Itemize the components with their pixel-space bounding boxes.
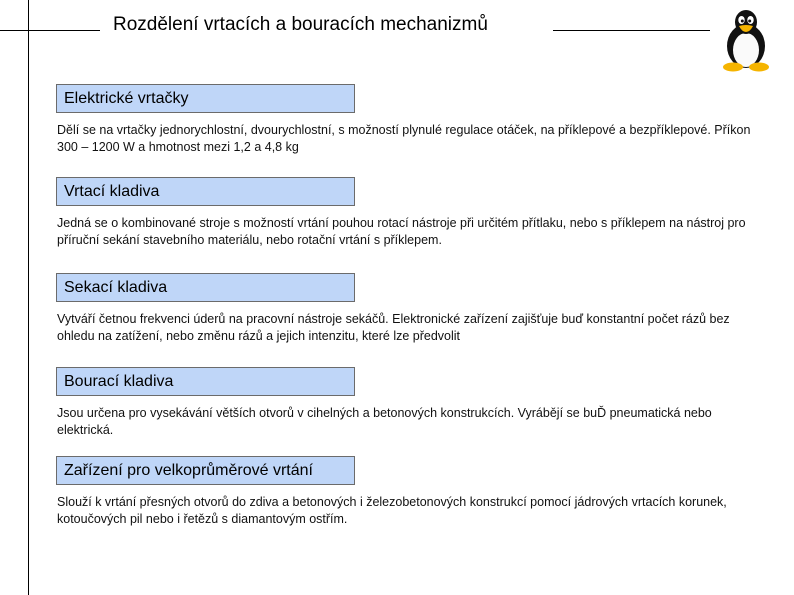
section-text: Slouží k vrtání přesných otvorů do zdiva a betonových i železobetonových konstrukcí pomocí jádrových vrtacích korunek, kotoučových pil nebo i řetězů s diamantovým ostřím. — [57, 495, 727, 526]
section-text: Vytváří četnou frekvenci úderů na pracovní nástroje sekáčů. Elektronické zařízení zajišťuje buď konstantní počet rázů bez ohledu na zatížení, nebo změnu rázů a jejich intenzitu, které lze předvolit — [57, 312, 730, 343]
tux-penguin-icon — [720, 8, 772, 72]
section-heading: Bourací kladiva — [56, 367, 355, 396]
section-heading: Zařízení pro velkoprůměrové vrtání — [56, 456, 355, 485]
vertical-rule — [28, 0, 29, 595]
section-text: Jedná se o kombinované stroje s možností vrtání pouhou rotací nástroje při určitém přítlaku, nebo s příklepem na nástroj pro příruční sekání stavebního materiálu, nebo rotační vrtání s příklepem. — [57, 216, 746, 247]
section-elektricke-vrtacky — [56, 84, 766, 155]
title-rule-right — [553, 30, 710, 31]
section-sekaci-kladiva — [56, 273, 766, 344]
section-heading: Sekací kladiva — [56, 273, 355, 302]
section-heading: Elektrické vrtačky — [56, 84, 355, 113]
section-bouraci-kladiva — [56, 367, 766, 438]
page-title: Rozdělení vrtacích a bouracích mechanizmů — [113, 14, 488, 35]
section-vrtaci-kladiva — [56, 177, 766, 248]
section-velkoprumerove-vrtani — [56, 456, 766, 527]
section-text: Jsou určena pro vysekávání větších otvorů v cihelných a betonových konstrukcích. Vyrábějí se buĎ pneumatická nebo elektrická. — [57, 406, 712, 437]
section-heading: Vrtací kladiva — [56, 177, 355, 206]
title-rule-left — [0, 30, 100, 31]
section-text: Dělí se na vrtačky jednorychlostní, dvourychlostní, s možností plynulé regulace otáček, na příklepové a bezpříklepové. Příkon 300 – 1200 W a hmotnost mezi 1,2 a 4,8 kg — [57, 123, 751, 154]
